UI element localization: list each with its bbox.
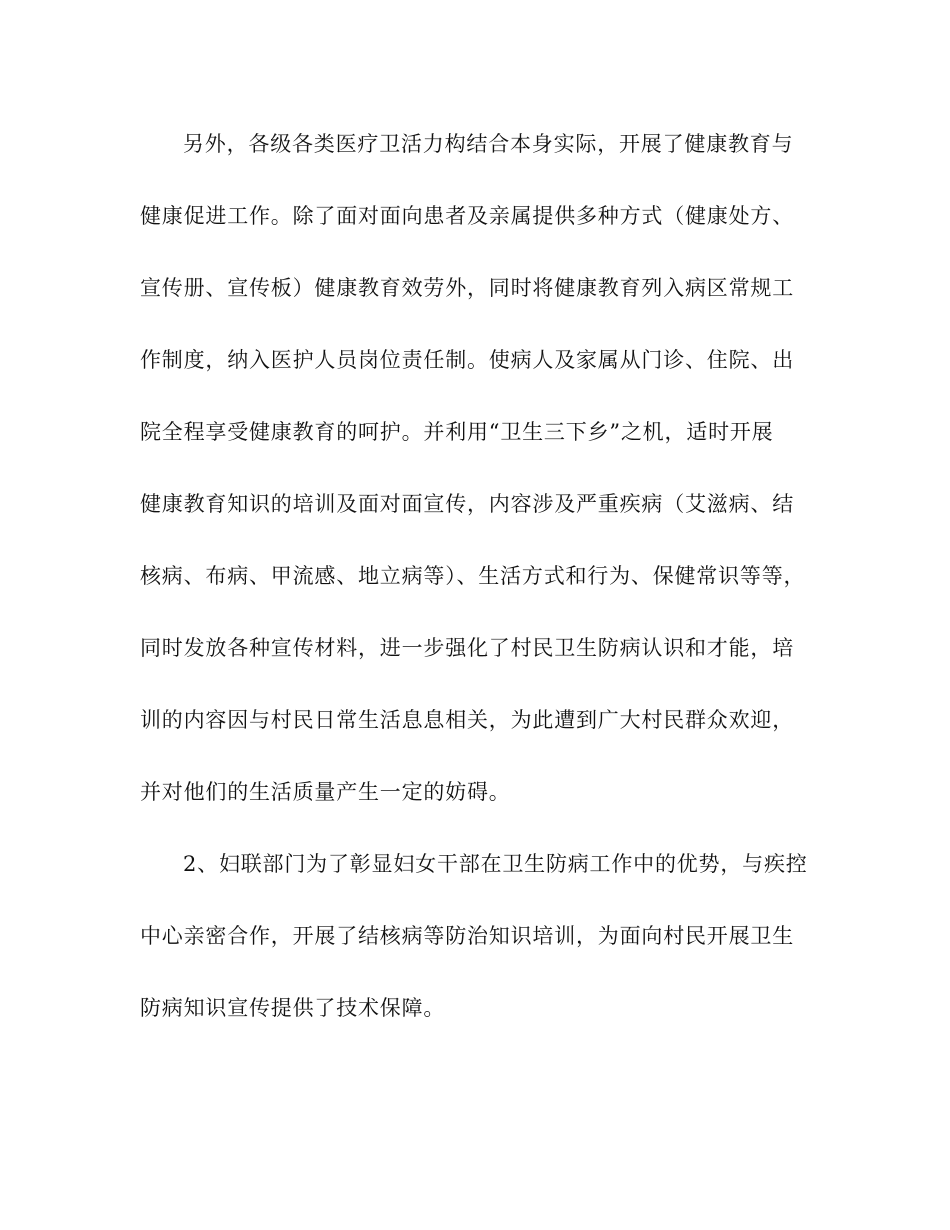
- paragraph-1-line-3: 宣传册、宣传板）健康教育效劳外，同时将健康教育列入病区常规工: [140, 276, 794, 300]
- paragraph-2-line-3: 防病知识宣传提供了技术保障。: [140, 996, 446, 1020]
- paragraph-2-line-2: 中心亲密合作，开展了结核病等防治知识培训，为面向村民开展卫生: [140, 924, 794, 948]
- paragraph-1-line-4: 作制度，纳入医护人员岗位责任制。使病人及家属从门诊、住院、出: [140, 348, 794, 372]
- paragraph-1-line-1: 另外，各级各类医疗卫活力构结合本身实际，开展了健康教育与: [183, 132, 794, 156]
- paragraph-1-line-5: 院全程享受健康教育的呵护。并利用“卫生三下乡”之机，适时开展: [140, 420, 774, 444]
- paragraph-2-line-1: 2、妇联部门为了彰显妇女干部在卫生防病工作中的优势，与疾控: [183, 852, 808, 876]
- paragraph-1-line-10: 并对他们的生活质量产生一定的妨碍。: [140, 780, 511, 804]
- paragraph-1-line-7: 核病、布病、甲流感、地立病等）、生活方式和行为、保健常识等等，: [140, 564, 806, 588]
- paragraph-1-line-6: 健康教育知识的培训及面对面宣传，内容涉及严重疾病（艾滋病、结: [140, 492, 794, 516]
- paragraph-1-line-8: 同时发放各种宣传材料，进一步强化了村民卫生防病认识和才能，培: [140, 636, 794, 660]
- paragraph-1-line-2: 健康促进工作。除了面对面向患者及亲属提供多种方式（健康处方、: [140, 204, 794, 228]
- paragraph-1-line-9: 训的内容因与村民日常生活息息相关，为此遭到广大村民群众欢迎，: [140, 708, 794, 732]
